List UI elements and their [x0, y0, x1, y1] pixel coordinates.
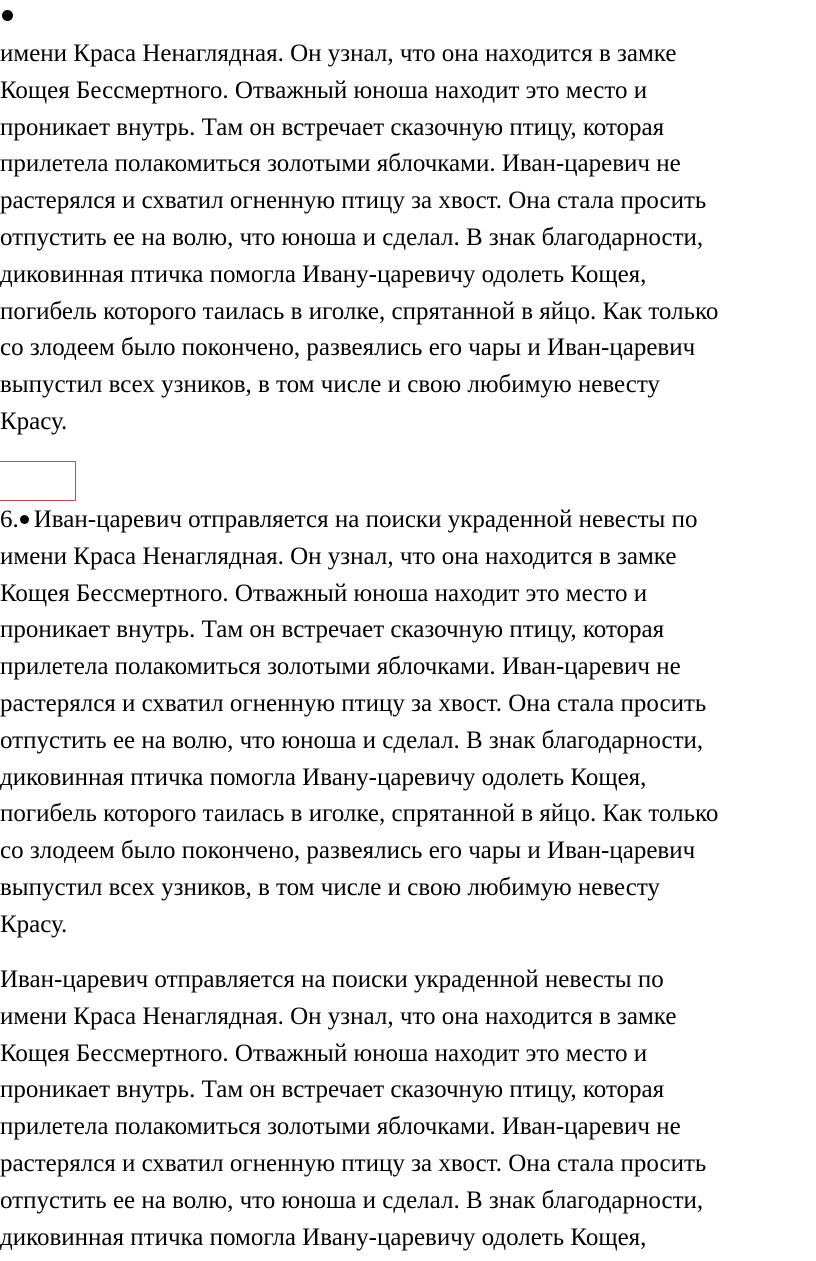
text-line: отпустить ее на волю, что юноша и сделал. В знак благодарности,	[0, 726, 704, 754]
text-line: растерялся и схватил огненную птицу за хвост. Она стала просить	[0, 1149, 707, 1177]
text-line: отпустить ее на волю, что юноша и сделал. В знак благодарности,	[0, 223, 704, 251]
text-line: проникает внутрь. Там он встречает сказочную птицу, которая	[0, 616, 665, 644]
text-line: растерялся и схватил огненную птицу за хвост. Она стала просить	[0, 187, 707, 215]
text-line: погибель которого таилась в иголке, спрятанной в яйцо. Как только	[0, 800, 719, 828]
text-line: прилетела полакомиться золотыми яблочками. Иван-царевич не	[0, 653, 681, 681]
text-line: диковинная птичка помогла Ивану-царевичу одолеть Кощея,	[0, 763, 647, 791]
paragraph-2	[0, 502, 816, 944]
list-number: 6.	[0, 506, 19, 533]
text-line: со злодеем было покончено, развеялись его чары и Иван-царевич	[0, 837, 696, 865]
text-line: Кощея Бессмертного. Отважный юноша находит это место и	[0, 579, 648, 607]
text-line: погибель которого таилась в иголке, спрятанной в яйцо. Как только	[0, 297, 719, 325]
text-line: Иван-царевич отправляется на поиски украденной невесты по	[0, 966, 664, 993]
list-item-first-line	[0, 502, 816, 539]
text-line: имени Краса Ненаглядная. Он узнал, что она находится в замке	[0, 1002, 677, 1030]
paragraph-1	[0, 36, 816, 441]
text-line: проникает внутрь. Там он встречает сказочную птицу, которая	[0, 1076, 665, 1104]
text-line: Иван-царевич отправляется на поиски украденной невесты по	[33, 506, 698, 533]
text-line: Красу.	[0, 407, 68, 435]
text-line: выпустил всех узников, в том числе и свою любимую невесту	[0, 873, 660, 901]
text-line: Красу.	[0, 910, 68, 938]
text-line: прилетела полакомиться золотыми яблочками. Иван-царевич не	[0, 1113, 681, 1141]
text-line: Кощея Бессмертного. Отважный юноша находит это место и	[0, 1039, 648, 1067]
text-line: со злодеем было покончено, развеялись его чары и Иван-царевич	[0, 334, 696, 362]
paragraph-3	[0, 962, 816, 1256]
text-line: диковинная птичка помогла Ивану-царевичу одолеть Кощея,	[0, 1223, 647, 1251]
bullet-icon	[20, 515, 29, 524]
text-line: растерялся и схватил огненную птицу за хвост. Она стала просить	[0, 689, 707, 717]
image-placeholder	[0, 461, 76, 501]
bullet-icon	[2, 10, 13, 21]
text-line: диковинная птичка помогла Ивану-царевичу одолеть Кощея,	[0, 260, 647, 288]
text-line: прилетела полакомиться золотыми яблочками. Иван-царевич не	[0, 150, 681, 178]
text-line: проникает внутрь. Там он встречает сказочную птицу, которая	[0, 113, 665, 141]
text-line: имени Краса Ненаглядная. Он узнал, что она находится в замке	[0, 542, 677, 570]
text-line: Кощея Бессмертного. Отважный юноша находит это место и	[0, 76, 648, 104]
text-line: имени Краса Ненаглядная. Он узнал, что она находится в замке	[0, 40, 677, 67]
text-line: выпустил всех узников, в том числе и свою любимую невесту	[0, 371, 660, 399]
text-line: отпустить ее на волю, что юноша и сделал. В знак благодарности,	[0, 1186, 704, 1214]
